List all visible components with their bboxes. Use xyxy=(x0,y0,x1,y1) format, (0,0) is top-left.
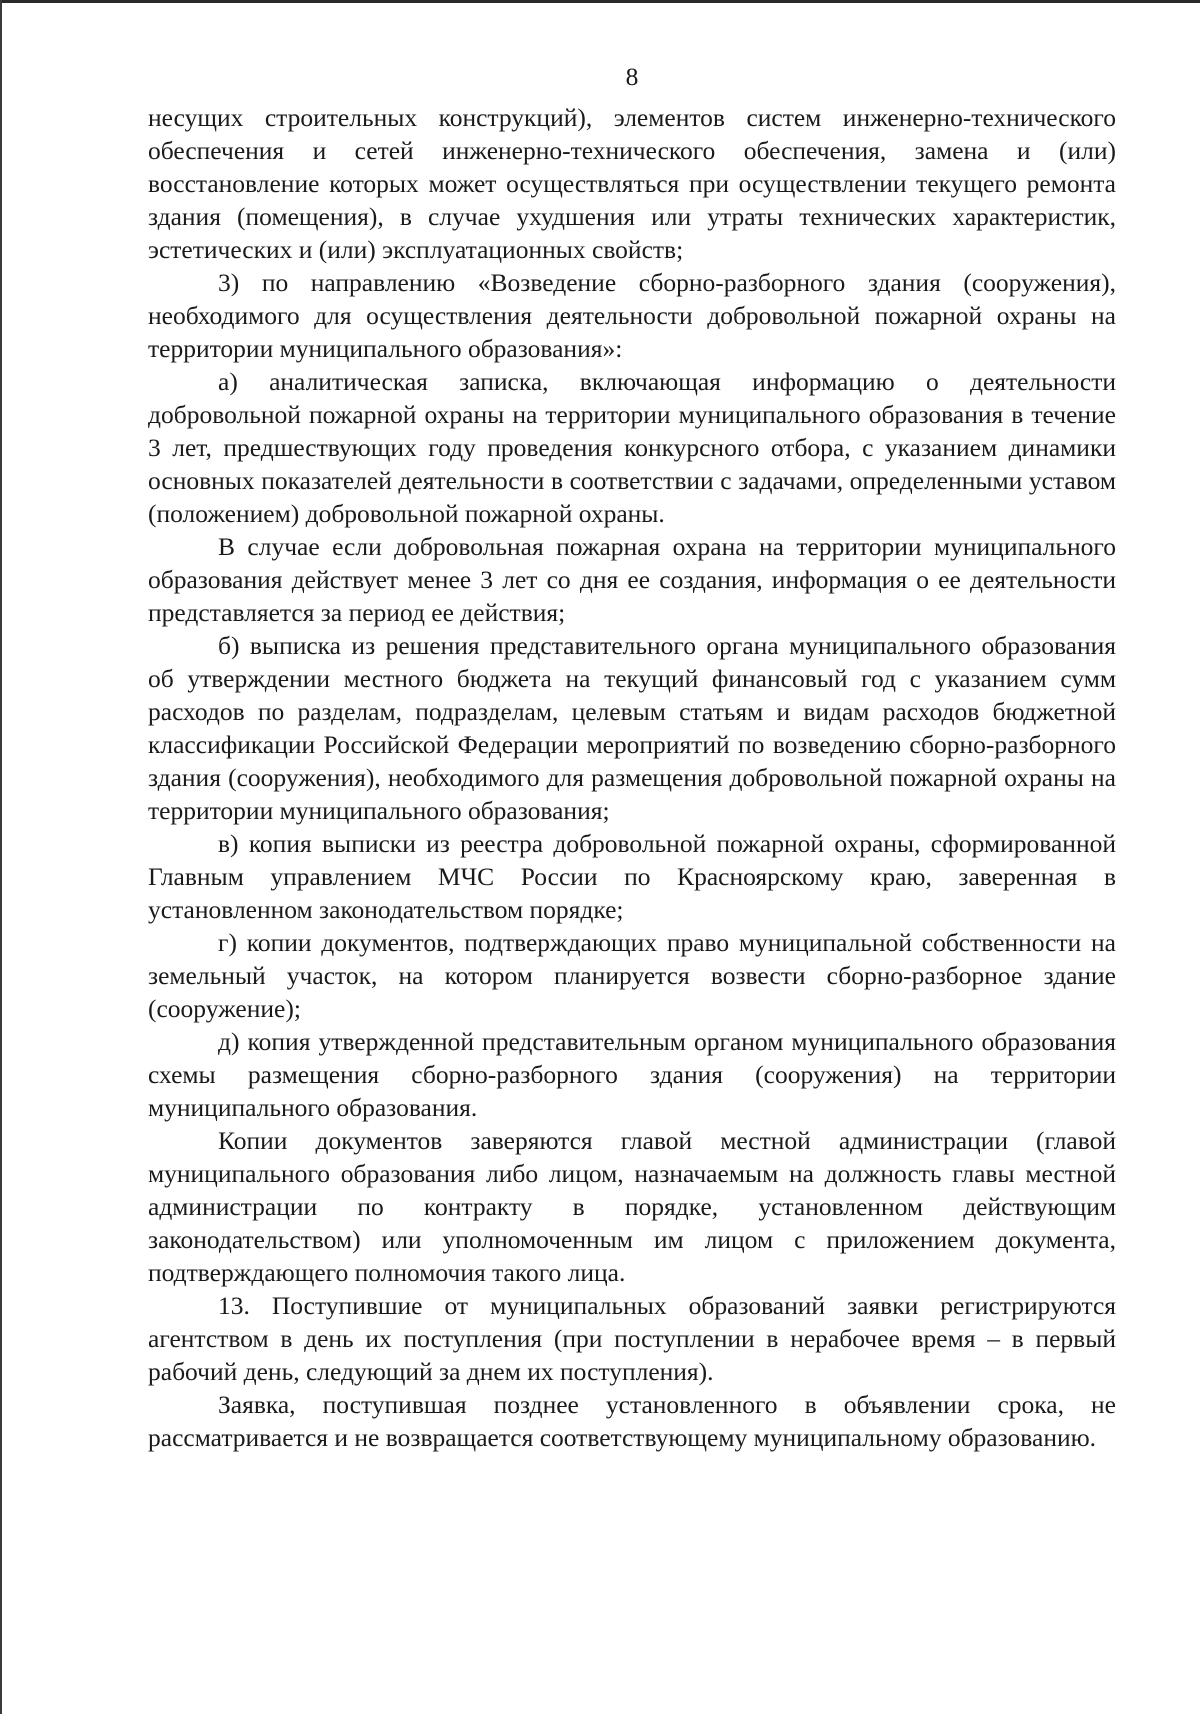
paragraph: г) копии документов, подтверждающих право муниципальной собственности на земельный участок, на котором планируется возвести сборно-разборное здание (сооружение); xyxy=(148,928,1116,1023)
paragraph: В случае если добровольная пожарная охрана на территории муниципального образования действует менее 3 лет со дня ее создания, информация о ее деятельности представляется за период ее действия; xyxy=(148,532,1116,627)
paragraph: несущих строительных конструкций), элементов систем инженерно-технического обеспечения и сетей инженерно-технического обеспечения, замена и (или) восстановление которых может осуществляться при осуществлении текущего ремонта здания (помещения), в случае ухудшения или утраты технических характеристик, эстетических и (или) эксплуатационных свойств; xyxy=(148,103,1116,264)
scan-left-edge xyxy=(0,0,2,1714)
paragraph: Копии документов заверяются главой местной администрации (главой муниципального образования либо лицом, назначаемым на должность главы местной администрации по контракту в порядке, установленном действующим законодательством) или уполномоченным им лицом с приложением документа, подтверждающего полномочия такого лица. xyxy=(148,1126,1116,1287)
paragraph: в) копия выписки из реестра добровольной пожарной охраны, сформированной Главным управлением МЧС России по Красноярскому краю, заверенная в установленном законодательством порядке; xyxy=(148,829,1116,924)
paragraph: а) аналитическая записка, включающая информацию о деятельности добровольной пожарной охраны на территории муниципального образования в течение 3 лет, предшествующих году проведения конкурсного отбора, с указанием динамики основных показателей деятельности в соответствии с задачами, определенными уставом (положением) добровольной пожарной охраны. xyxy=(148,367,1116,528)
paragraph: б) выписка из решения представительного органа муниципального образования об утверждении местного бюджета на текущий финансовый год с указанием сумм расходов по разделам, подразделам, целевым статьям и видам расходов бюджетной классификации Российской Федерации мероприятий по возведению сборно-разборного здания (сооружения), необходимого для размещения добровольной пожарной охраны на территории муниципального образования; xyxy=(148,631,1116,825)
scan-top-edge xyxy=(0,0,1200,3)
page-number: 8 xyxy=(625,62,639,91)
paragraph: 3) по направлению «Возведение сборно-разборного здания (сооружения), необходимого для осуществления деятельности добровольной пожарной охраны на территории муниципального образования»: xyxy=(148,268,1116,363)
document-page xyxy=(148,60,1116,1454)
paragraph: Заявка, поступившая позднее установленного в объявлении срока, не рассматривается и не возвращается соответствующему муниципальному образованию. xyxy=(148,1390,1116,1452)
paragraph: д) копия утвержденной представительным органом муниципального образования схемы размещения сборно-разборного здания (сооружения) на территории муниципального образования. xyxy=(148,1027,1116,1122)
paragraph: 13. Поступившие от муниципальных образований заявки регистрируются агентством в день их поступления (при поступлении в нерабочее время – в первый рабочий день, следующий за днем их поступления). xyxy=(148,1291,1116,1386)
